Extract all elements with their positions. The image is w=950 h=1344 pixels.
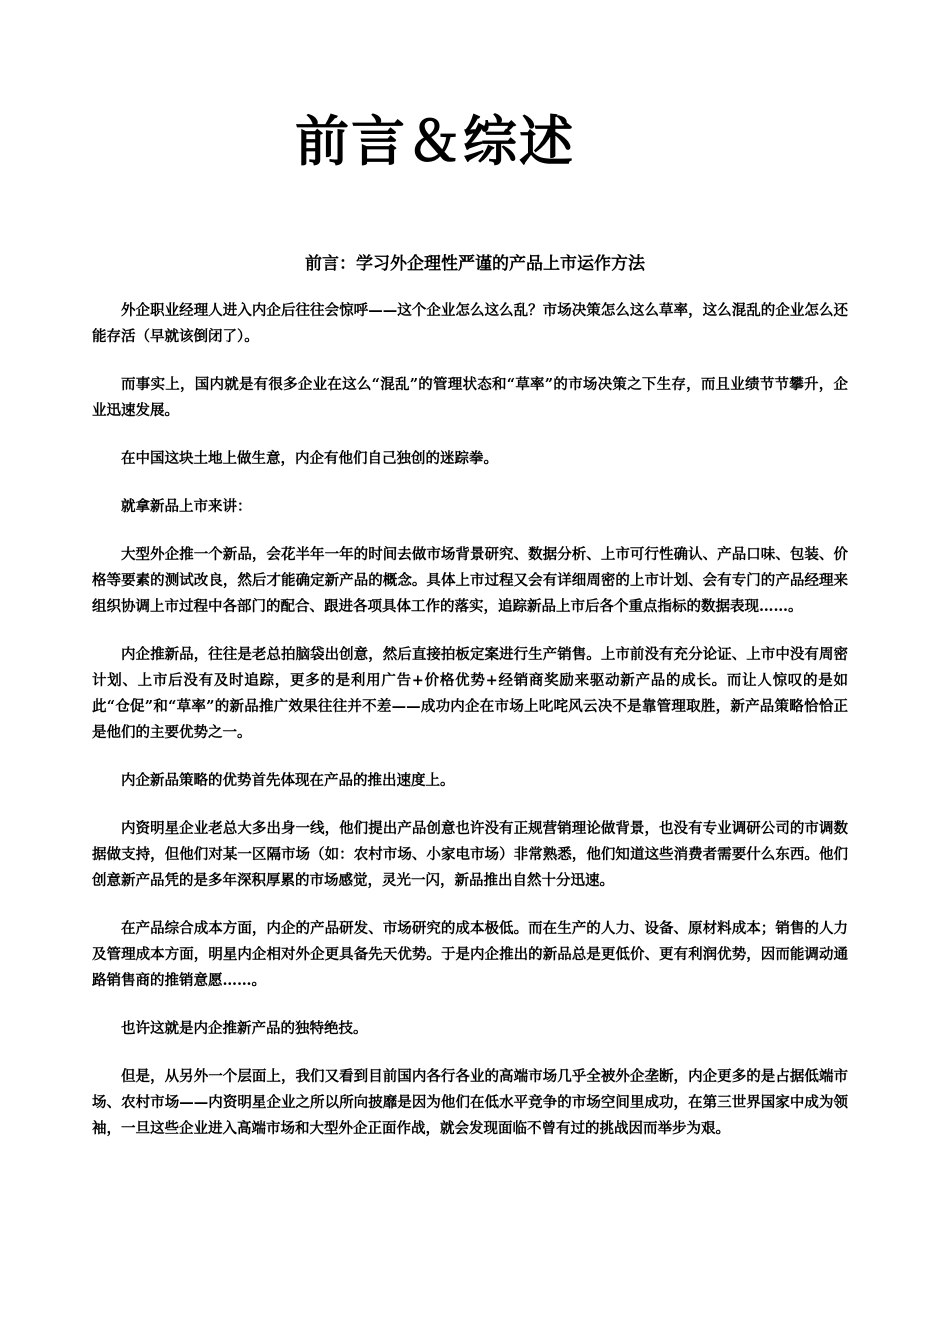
paragraph-10: 也许这就是内企推新产品的独特绝技。 — [121, 1020, 368, 1037]
paragraph-3: 在中国这块土地上做生意，内企有他们自己独创的迷踪拳。 — [121, 450, 498, 467]
paragraph-6: 内企推新品，往往是老总拍脑袋出创意，然后直接拍板定案进行生产销售。上市前没有充分论证、上市中没有周密计划、上市后没有及时追踪，更多的是利用广告+价格优势+经销商奖励来驱动新产品的成长。而让人惊叹的是如此“仓促”和“草率”的新品推广效果往往并不差——成功内企在市场上叱咤风云决不是靠管理取胜，新产品策略恰恰正是他们的主要优势之一。 — [92, 646, 848, 741]
paragraph-2: 而事实上，国内就是有很多企业在这么“混乱”的管理状态和“草率”的市场决策之下生存，而且业绩节节攀升，企业迅速发展。 — [92, 376, 848, 419]
body-text — [92, 298, 848, 1164]
paragraph-7: 内企新品策略的优势首先体现在产品的推出速度上。 — [121, 772, 455, 789]
paragraph-9: 在产品综合成本方面，内企的产品研发、市场研究的成本极低。而在生产的人力、设备、原材料成本；销售的人力及管理成本方面，明星内企相对外企更具备先天优势。于是内企推出的新品总是更低价、更有利润优势，因而能调动通路销售商的推销意愿……。 — [92, 920, 848, 989]
paragraph-11: 但是，从另外一个层面上，我们又看到目前国内各行各业的高端市场几乎全被外企垄断，内企更多的是占据低端市场、农村市场——内资明星企业之所以所向披靡是因为他们在低水平竞争的市场空间里成功，在第三世界国家中成为领袖，一旦这些企业进入高端市场和大型外企正面作战，就会发现面临不曾有过的挑战因而举步为艰。 — [92, 1068, 848, 1137]
paragraph-5: 大型外企推一个新品，会花半年一年的时间去做市场背景研究、数据分析、上市可行性确认、产品口味、包装、价格等要素的测试改良，然后才能确定新产品的概念。具体上市过程又会有详细周密的上市计划、会有专门的产品经理来组织协调上市过程中各部门的配合、跟进各项具体工作的落实，追踪新品上市后各个重点指标的数据表现……。 — [92, 546, 848, 615]
paragraph-1: 外企职业经理人进入内企后往往会惊呼——这个企业怎么这么乱？市场决策怎么这么草率，这么混乱的企业怎么还能存活（早就该倒闭了）。 — [92, 302, 848, 345]
paragraph-8: 内资明星企业老总大多出身一线，他们提出产品创意也许没有正规营销理论做背景，也没有专业调研公司的市调数据做支持，但他们对某一区隔市场（如：农村市场、小家电市场）非常熟悉，他们知道这些消费者需要什么东西。他们创意新产品凭的是多年深积厚累的市场感觉，灵光一闪，新品推出自然十分迅速。 — [92, 820, 848, 889]
section-heading: 前言：学习外企理性严谨的产品上市运作方法 — [305, 254, 645, 274]
paragraph-4: 就拿新品上市来讲： — [121, 498, 252, 515]
page-title: 前言＆综述 — [295, 109, 575, 173]
